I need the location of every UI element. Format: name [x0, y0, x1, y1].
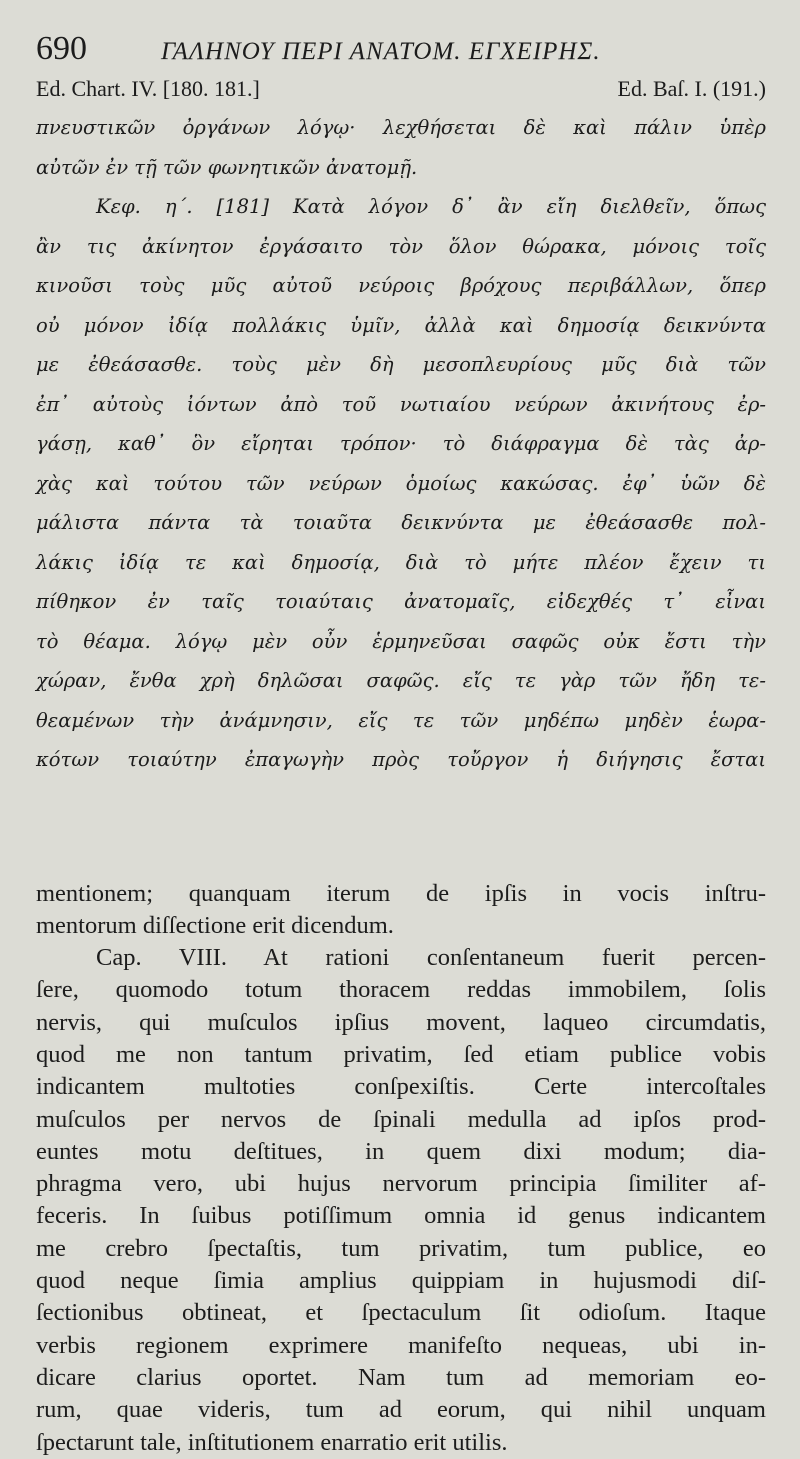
greek-chapter-heading-line: Κεφ. η΄. [181] Κατὰ λόγον δ᾽ ἂν εἴη διελθεῖν, ὅπως	[96, 195, 766, 218]
greek-line: πίθηκον ἐν ταῖς τοιαύταις ἀνατομαῖς, εἰδεχθές τ᾽ εἶναι	[36, 590, 766, 613]
greek-line: κινοῦσι τοὺς μῦς αὐτοῦ νεύροις βρόχους περιβάλλων, ὅπερ	[36, 274, 766, 297]
latin-line: indicantem multoties conſpexiſtis. Certe intercoſtales	[36, 1073, 766, 1101]
greek-line: κότων τοιαύτην ἐπαγωγὴν πρὸς τοὔργον ἡ διήγησις ἔσται	[36, 748, 766, 771]
greek-line: πνευστικῶν ὀργάνων λόγῳ· λεχθήσεται δὲ καὶ πάλιν ὑπὲρ	[36, 116, 766, 139]
greek-line: θεαμένων τὴν ἀνάμνησιν, εἴς τε τῶν μηδέπω μηδὲν ἑωρα-	[36, 708, 766, 732]
greek-line: γάσῃ, καθ᾽ ὃν εἴρηται τρόπον· τὸ διάφραγμα δὲ τὰς ἀρ-	[36, 432, 766, 455]
latin-line: mentorum diſſectione erit dicendum.	[36, 911, 394, 939]
greek-line: τὸ θέαμα. λόγῳ μὲν οὖν ἑρμηνεῦσαι σαφῶς οὐκ ἔστι τὴν	[36, 629, 766, 653]
latin-line: me crebro ſpectaſtis, tum privatim, tum publice, eo	[36, 1234, 766, 1262]
greek-line: με ἐθεάσασθε. τοὺς μὲν δὴ μεσοπλευρίους μῦς διὰ τῶν	[36, 353, 766, 376]
greek-line: λάκις ἰδίᾳ τε καὶ δημοσίᾳ, διὰ τὸ μήτε πλέον ἔχειν τι	[36, 550, 766, 574]
latin-line: mentionem; quanquam iterum de ipſis in vocis inſtru-	[36, 879, 766, 907]
latin-line: quod me non tantum privatim, ſed etiam publice vobis	[36, 1040, 766, 1068]
edition-reference-left: Ed. Chart. IV. [180. 181.]	[36, 76, 260, 101]
latin-text-block	[36, 878, 766, 1459]
latin-line: nervis, qui muſculos ipſius movent, laqueo circumdatis,	[36, 1008, 766, 1036]
edition-reference-line	[36, 76, 766, 108]
latin-line: euntes motu deſtitues, in quem dixi modum; dia-	[36, 1137, 766, 1165]
latin-line: phragma vero, ubi hujus nervorum principia ſimiliter af-	[36, 1170, 766, 1198]
greek-text-block	[36, 108, 766, 780]
running-title: ΓΑΛΗΝΟΥ ΠΕΡΙ ΑΝΑΤΟΜ. ΕΓΧΕΙΡΗΣ.	[161, 38, 601, 65]
latin-line: feceris. In ſuibus potiſſimum omnia id genus indicantem	[36, 1202, 766, 1230]
greek-line: αὐτῶν ἐν τῇ τῶν φωνητικῶν ἀνατομῇ.	[36, 155, 418, 179]
greek-line: ἂν τις ἀκίνητον ἐργάσαιτο τὸν ὅλον θώρακα, μόνοις τοῖς	[36, 234, 766, 258]
latin-line: verbis regionem exprimere manifeſto nequeas, ubi in-	[36, 1331, 766, 1359]
latin-line: dicare clarius oportet. Nam tum ad memoriam eo-	[36, 1363, 766, 1391]
greek-line: χώραν, ἔνθα χρὴ δηλῶσαι σαφῶς. εἴς τε γὰρ τῶν ἤδη τε-	[36, 669, 766, 692]
latin-line: ſere, quomodo totum thoracem reddas immobilem, ſolis	[36, 976, 766, 1004]
latin-line: ſectionibus obtineat, et ſpectaculum ſit odioſum. Itaque	[36, 1299, 766, 1327]
greek-line: ἐπ᾽ αὐτοὺς ἰόντων ἀπὸ τοῦ νωτιαίου νεύρων ἀκινήτους ἐρ-	[36, 392, 766, 416]
latin-line: quod neque ſimia amplius quippiam in hujusmodi diſ-	[36, 1267, 766, 1295]
greek-line: μάλιστα πάντα τὰ τοιαῦτα δεικνύντα με ἐθεάσασθε πολ-	[36, 511, 766, 534]
latin-line: rum, quae videris, tum ad eorum, qui nihil unquam	[36, 1396, 766, 1424]
latin-chapter-heading-line: Cap. VIII. At rationi conſentaneum fuerit percen-	[96, 944, 766, 972]
latin-line: muſculos per nervos de ſpinali medulla ad ipſos prod-	[36, 1105, 766, 1133]
greek-line: οὐ μόνον ἰδίᾳ πολλάκις ὑμῖν, ἀλλὰ καὶ δημοσίᾳ δεικνύντα	[36, 313, 766, 337]
latin-line: ſpectarunt tale, inſtitutionem enarratio erit utilis.	[36, 1428, 508, 1456]
greek-line: χὰς καὶ τούτου τῶν νεύρων ὁμοίως κακώσας. ἐφ᾽ ὑῶν δὲ	[36, 471, 766, 495]
page-number: 690	[36, 30, 87, 67]
edition-reference-right: Ed. Baſ. I. (191.)	[617, 76, 766, 101]
page-header	[36, 30, 766, 74]
column-gap	[36, 780, 766, 878]
